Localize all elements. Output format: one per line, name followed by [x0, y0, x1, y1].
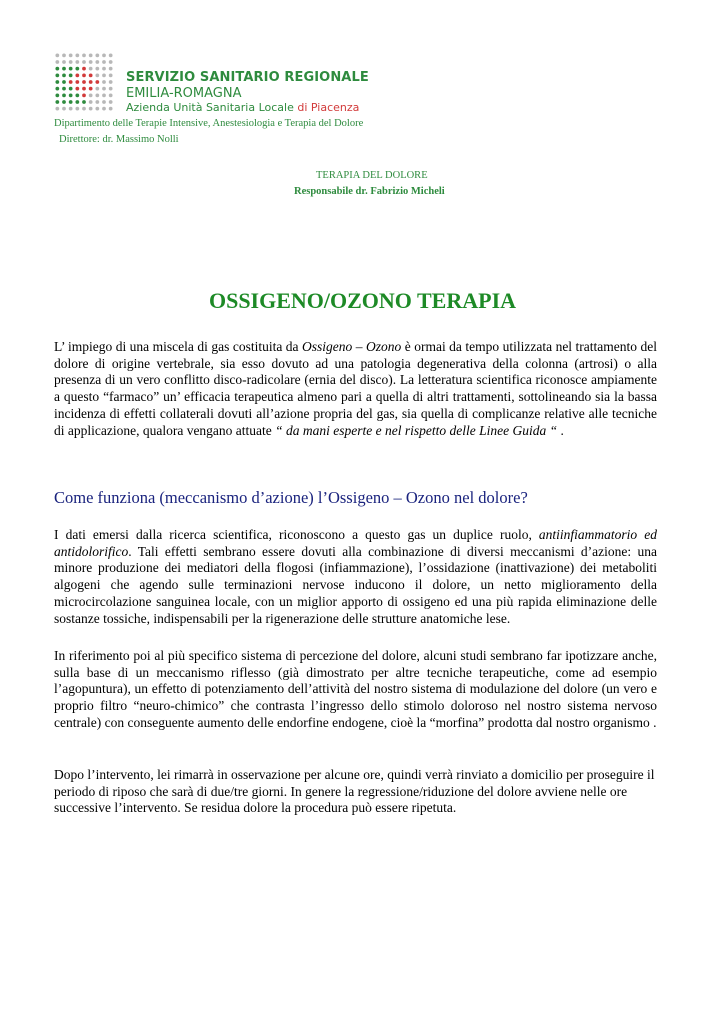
- logo-dot: [62, 53, 66, 57]
- logo-dot: [69, 87, 73, 91]
- logo-dot: [95, 67, 99, 71]
- logo-dot: [55, 100, 59, 104]
- logo-dot: [82, 80, 86, 84]
- logo-dot: [109, 53, 113, 57]
- logo-dot: [89, 60, 93, 64]
- logo-dot: [109, 93, 113, 97]
- logo-dot: [109, 100, 113, 104]
- logo-dot: [62, 80, 66, 84]
- logo-dot: [95, 53, 99, 57]
- italic-run: Ossigeno – Ozono: [302, 339, 402, 354]
- org-name-line3: [126, 101, 359, 114]
- text-run: L’ impiego di una miscela di gas costituita da: [54, 339, 303, 354]
- logo-dot: [109, 87, 113, 91]
- logo-dot: [55, 73, 59, 77]
- logo-dot: [55, 53, 59, 57]
- logo-dot: [95, 80, 99, 84]
- logo-dot: [55, 87, 59, 91]
- intro-paragraph: [54, 339, 657, 439]
- logo-dot: [109, 107, 113, 111]
- department-name: Dipartimento delle Terapie Intensive, Anestesiologia e Terapia del Dolore: [54, 118, 364, 129]
- unit-title: TERAPIA DEL DOLORE: [316, 170, 428, 181]
- pain-modulation-paragraph: In riferimento poi al più specifico sistema di percezione del dolore, alcuni studi sembrano far ipotizzare anche, sulla base di un meccanismo riflesso (già dimostrato per altre tecniche terapeutiche, come ad esempio l’agopuntura), un effetto di potenziamento dell’attività del nostro sistema di modulazione del dolore (un vero e proprio filtro “neuro-chimico” che contrasta l’ingresso dello stimolo doloroso nel nostro sistema nervoso centrale) con conseguente aumento delle endorfine endogene, cioè la “morfina” prodotta dal nostro organismo .: [54, 648, 657, 730]
- logo-dot: [109, 67, 113, 71]
- logo-dot: [89, 93, 93, 97]
- logo-dot: [82, 107, 86, 111]
- logo-dot: [62, 60, 66, 64]
- logo-dot: [55, 60, 59, 64]
- logo-dot: [102, 100, 106, 104]
- logo-dot: [82, 73, 86, 77]
- mechanism-paragraph: [54, 527, 657, 627]
- logo-dot: [62, 93, 66, 97]
- logo-dot: [69, 80, 73, 84]
- logo-dot: [95, 87, 99, 91]
- logo-dot: [95, 100, 99, 104]
- logo-dot: [62, 107, 66, 111]
- logo-dot: [89, 107, 93, 111]
- logo-dot: [75, 100, 79, 104]
- text-run: è ormai da tempo utilizzata nel trattamento del dolore di origine vertebrale, sia esso dovuto ad una patologia degenerativa della colonna (artrosi) o alla presenza di un vero conflitto disco-radicolare (ernia del disco). La letteratura scientifica riconosce ampiamente a questo “farmaco” un’ efficacia terapeutica almeno pari a quella di altri trattamenti, sottolineando sia la bassa incidenza di effetti collaterali dovuti all’azione propria del gas, sia quella di complicanze relative alle tecniche di applicazione, qualora vengano attuate: [54, 339, 657, 438]
- logo-dot: [75, 93, 79, 97]
- logo-dot: [75, 107, 79, 111]
- logo-dot: [102, 60, 106, 64]
- org-name-line2: EMILIA-ROMAGNA: [126, 86, 242, 101]
- logo-dot: [102, 87, 106, 91]
- logo-dot: [102, 80, 106, 84]
- unit-responsible: Responsabile dr. Fabrizio Micheli: [294, 186, 445, 197]
- logo-dot: [95, 93, 99, 97]
- logo-dot: [102, 93, 106, 97]
- logo-dot: [62, 67, 66, 71]
- logo-dot-grid: [54, 52, 114, 112]
- logo-dot: [69, 93, 73, 97]
- text-run: . Tali effetti sembrano essere dovuti alla combinazione di diversi meccanismi d’azione: una minore produzione dei mediatori della flogosi (infiammazione), l’ossidazione (inattivazione) dei metaboliti algogeni che agendo sulle terminazioni nervose inducono il dolore, un netto miglioramento della microcircolazione sanguinea locale, con un miglior apporto di ossigeno ed una più rapida eliminazione delle sostanze tossiche, indispensabili per la rigenerazione delle strutture anatomiche lese.: [54, 543, 657, 626]
- logo-dot: [95, 60, 99, 64]
- logo-dot: [95, 73, 99, 77]
- text-run: I dati emersi dalla ricerca scientifica, riconoscono a questo gas un duplice ruolo,: [54, 527, 539, 542]
- logo-dot: [62, 87, 66, 91]
- director-name: Direttore: dr. Massimo Nolli: [59, 134, 179, 145]
- italic-run: “ da mani esperte e nel rispetto delle Linee Guida “: [275, 422, 558, 438]
- logo-dot: [55, 93, 59, 97]
- logo-dot: [82, 67, 86, 71]
- logo-dot: [109, 80, 113, 84]
- italic-run: antiinfiammatorio ed antidolorifico: [54, 527, 658, 559]
- section-heading: Come funziona (meccanismo d’azione) l’Ossigeno – Ozono nel dolore?: [54, 488, 528, 507]
- logo-dot: [69, 107, 73, 111]
- logo-dot: [69, 67, 73, 71]
- org-name-city: di Piacenza: [297, 101, 360, 114]
- logo-dot: [89, 73, 93, 77]
- logo-dot: [55, 107, 59, 111]
- logo-dot: [102, 107, 106, 111]
- logo-dot: [102, 67, 106, 71]
- logo-dot: [69, 60, 73, 64]
- logo-dot: [75, 87, 79, 91]
- page-title: OSSIGENO/OZONO TERAPIA: [208, 288, 517, 313]
- logo-dot: [75, 67, 79, 71]
- logo-dot: [89, 80, 93, 84]
- org-name-main: Azienda Unità Sanitaria Locale: [126, 101, 294, 114]
- logo-dot: [89, 67, 93, 71]
- logo-dot: [75, 53, 79, 57]
- logo-dot: [89, 53, 93, 57]
- logo-dot: [75, 60, 79, 64]
- logo-dot: [69, 53, 73, 57]
- logo-dot: [69, 100, 73, 104]
- logo-dot: [82, 87, 86, 91]
- logo-dot: [102, 73, 106, 77]
- logo-dot: [102, 53, 106, 57]
- logo-dot: [109, 73, 113, 77]
- logo-dot: [89, 87, 93, 91]
- logo-dot: [62, 100, 66, 104]
- logo-dot: [82, 60, 86, 64]
- post-procedure-paragraph: Dopo l’intervento, lei rimarrà in osservazione per alcune ore, quindi verrà rinviato a domicilio per proseguire il periodo di riposo che sarà di due/tre giorni. In genere la regressione/riduzione del dolore avviene nelle ore successive l’intervento. Se residua dolore la procedura può essere ripetuta.: [54, 767, 655, 816]
- logo-dot: [55, 67, 59, 71]
- logo-dot: [62, 73, 66, 77]
- logo-dot: [69, 73, 73, 77]
- org-name-line1: SERVIZIO SANITARIO REGIONALE: [126, 70, 369, 85]
- logo-dot: [75, 80, 79, 84]
- logo-dot: [95, 107, 99, 111]
- logo-dot: [89, 100, 93, 104]
- logo-dot: [82, 93, 86, 97]
- logo-dot: [55, 80, 59, 84]
- logo-dot: [82, 53, 86, 57]
- logo-dot: [109, 60, 113, 64]
- logo-dot: [82, 100, 86, 104]
- text-run: .: [557, 422, 564, 438]
- logo-dot: [75, 73, 79, 77]
